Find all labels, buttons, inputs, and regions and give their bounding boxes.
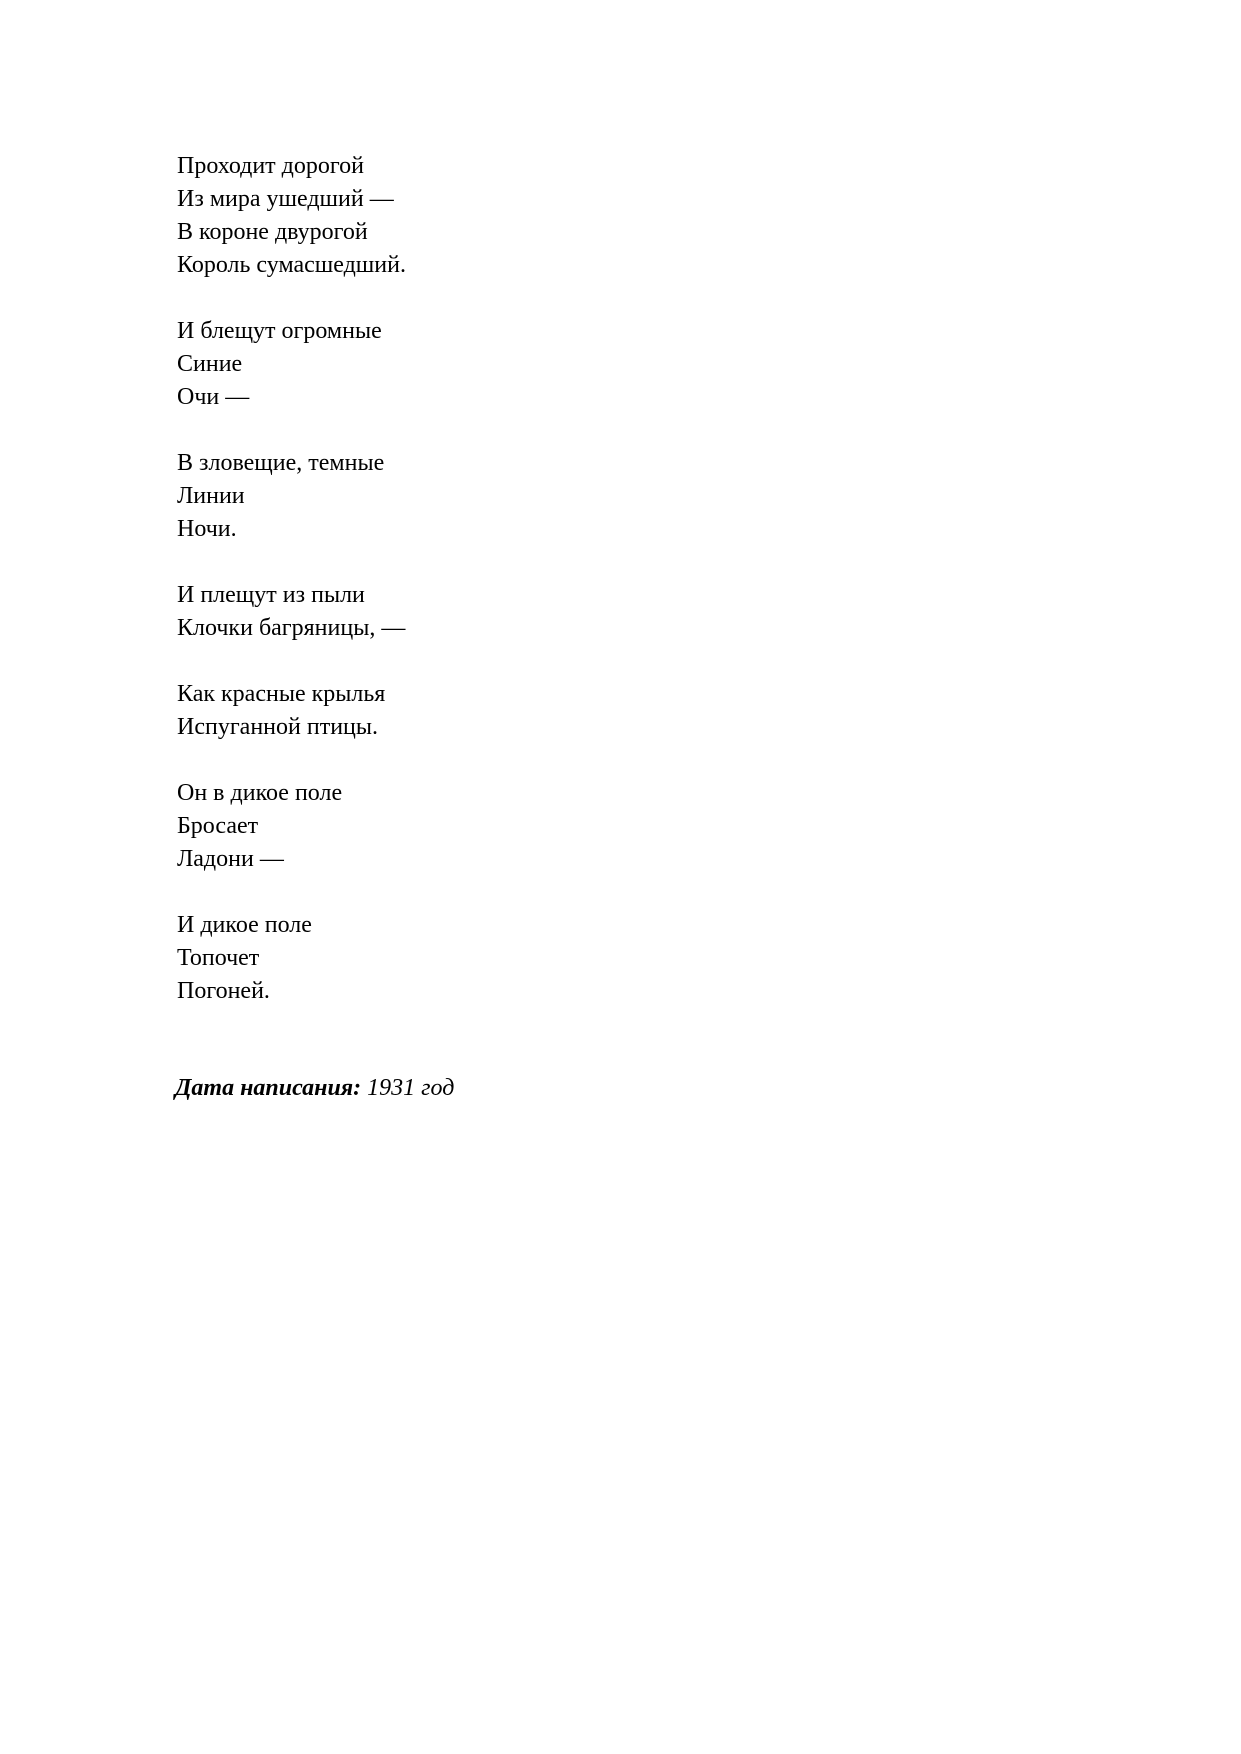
stanza-3 — [177, 447, 1077, 546]
poem-line: Он в дикое поле — [177, 780, 343, 806]
stanza-5 — [177, 678, 1077, 744]
poem-line: Топочет — [177, 945, 260, 971]
poem-line: Ночи. — [177, 516, 237, 542]
poem-line: Как красные крылья — [177, 681, 386, 707]
poem-line: Клочки багряницы, — — [177, 615, 406, 641]
date-of-writing — [175, 1072, 454, 1105]
poem-line: В зловещие, темные — [177, 450, 385, 476]
date-label: Дата написания: — [175, 1075, 362, 1101]
poem-line: Проходит дорогой — [177, 153, 364, 179]
poem-line: Погоней. — [177, 978, 270, 1004]
poem-line: Испуганной птицы. — [177, 714, 378, 740]
poem-line: И дикое поле — [177, 912, 312, 938]
poem-line: Король сумасшедший. — [177, 252, 406, 278]
poem-line: Из мира ушедший — — [177, 186, 394, 212]
poem-line: И блещут огромные — [177, 318, 382, 344]
poem-body — [177, 150, 1077, 1041]
poem-line: Очи — — [177, 384, 250, 410]
poem-line: Линии — [177, 483, 245, 509]
stanza-1 — [177, 150, 1077, 282]
poem-line: Ладони — — [177, 846, 284, 872]
stanza-2 — [177, 315, 1077, 414]
poem-line: Бросает — [177, 813, 259, 839]
poem-line: И плещут из пыли — [177, 582, 365, 608]
stanza-6 — [177, 777, 1077, 876]
poem-line: В короне двурогой — [177, 219, 368, 245]
poem-line: Синие — [177, 351, 243, 377]
date-value: 1931 год — [367, 1075, 455, 1101]
stanza-7 — [177, 909, 1077, 1008]
stanza-4 — [177, 579, 1077, 645]
